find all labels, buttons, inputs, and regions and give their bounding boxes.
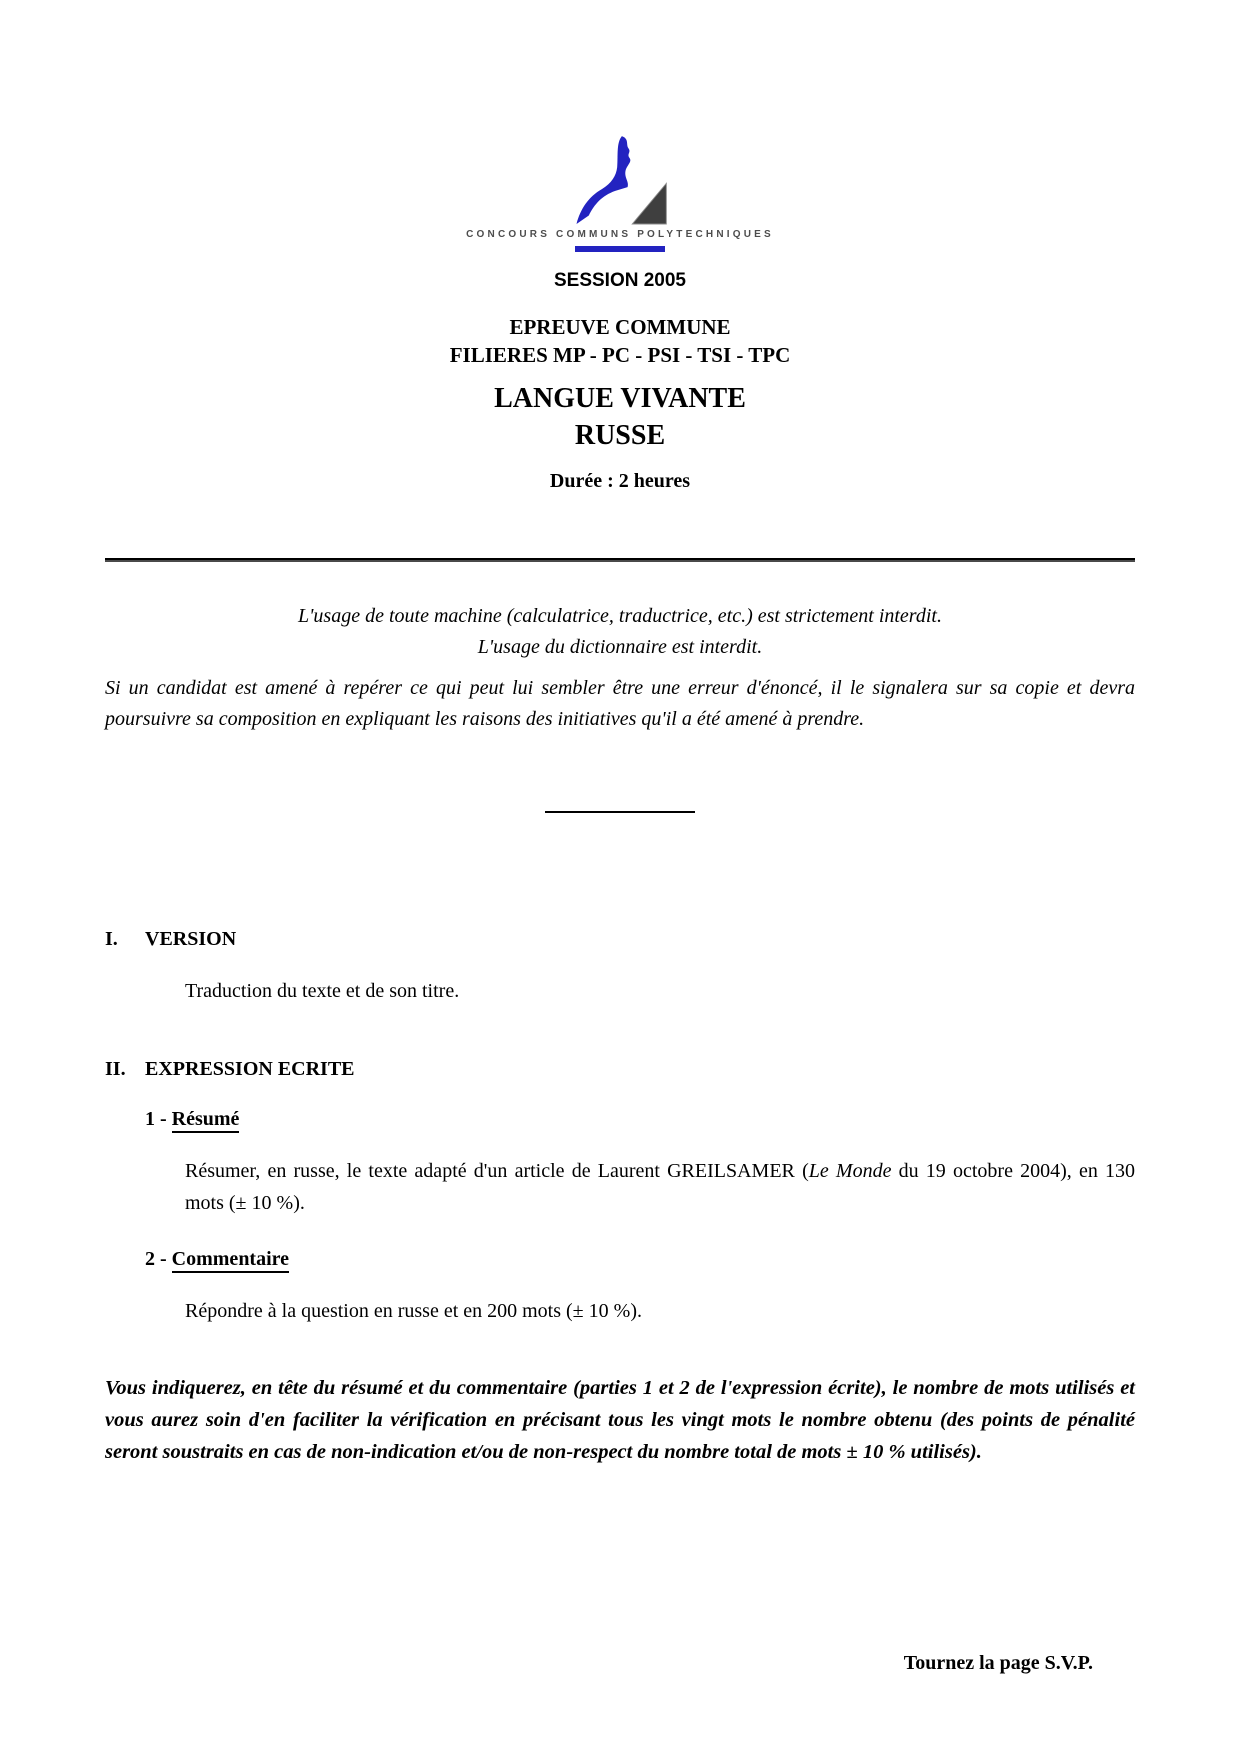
- section-2-numeral: II.: [105, 1058, 126, 1080]
- filieres-line: FILIERES MP - PC - PSI - TSI - TPC: [449, 343, 791, 367]
- resume-instruction: [185, 1155, 1135, 1219]
- commentaire-subheading-label: Commentaire: [172, 1248, 289, 1273]
- session-title: SESSION 2005: [553, 270, 687, 291]
- resume-subheading: [145, 1108, 239, 1131]
- resume-instruction-journal-name: Le Monde: [808, 1160, 892, 1182]
- commentaire-instruction: Répondre à la question en russe et en 200 mots (± 10 %).: [185, 1300, 642, 1322]
- section-1-body: Traduction du texte et de son titre.: [185, 980, 460, 1002]
- section-1-numeral: I.: [105, 928, 118, 950]
- error-warning-paragraph: Si un candidat est amené à repérer ce qui peut lui sembler être une erreur d'énoncé, il le signalera sur sa copie et devra poursuivre sa composition en expliquant les raisons des initiatives qu'il a été amené à prendre.: [105, 677, 1135, 730]
- section-divider-rule: [545, 811, 695, 813]
- usage-notice: [0, 601, 1240, 663]
- commentaire-subheading: [145, 1248, 289, 1271]
- word-count-note: Vous indiquerez, en tête du résumé et du commentaire (parties 1 et 2 de l'expression écrite), le nombre de mots utilisés et vous aurez soin d'en faciliter la vérification en précisant tous les vingt mots le nombre obtenu (des points de pénalité seront soustraits en cas de non-indication et/ou de non-respect du nombre total de mots ± 10 % utilisés).: [105, 1377, 1135, 1463]
- section-2-title: EXPRESSION ECRITE: [145, 1058, 355, 1080]
- resume-instruction-text-post: du 19 octobre 2004), en 130 mots (± 10 %).: [185, 1160, 1135, 1214]
- ccp-logo-caption: CONCOURS COMMUNS POLYTECHNIQUES: [466, 229, 774, 240]
- epreuve-title: EPREUVE COMMUNE: [509, 315, 731, 339]
- turn-page-note: Tournez la page S.V.P.: [903, 1652, 1093, 1674]
- subject-title: LANGUE VIVANTE: [494, 383, 746, 414]
- language-title: RUSSE: [574, 420, 666, 451]
- ccp-logo-icon: [568, 136, 672, 226]
- commentaire-subheading-prefix: 2 -: [145, 1248, 172, 1270]
- section-1-title: VERSION: [145, 928, 237, 950]
- ccp-logo: [0, 136, 1240, 252]
- duration-line: Durée : 2 heures: [549, 470, 691, 492]
- usage-notice-line-2: L'usage du dictionnaire est interdit.: [477, 636, 763, 658]
- horizontal-rule: [105, 558, 1135, 562]
- section-1-heading: [105, 928, 236, 951]
- usage-notice-line-1: L'usage de toute machine (calculatrice, traductrice, etc.) est strictement interdit.: [298, 605, 942, 627]
- resume-subheading-prefix: 1 -: [145, 1108, 172, 1130]
- ccp-logo-underline: [575, 246, 665, 252]
- resume-instruction-text-pre: Résumer, en russe, le texte adapté d'un article de Laurent GREILSAMER (: [185, 1160, 809, 1182]
- resume-subheading-label: Résumé: [172, 1108, 240, 1133]
- section-2-heading: [105, 1058, 355, 1081]
